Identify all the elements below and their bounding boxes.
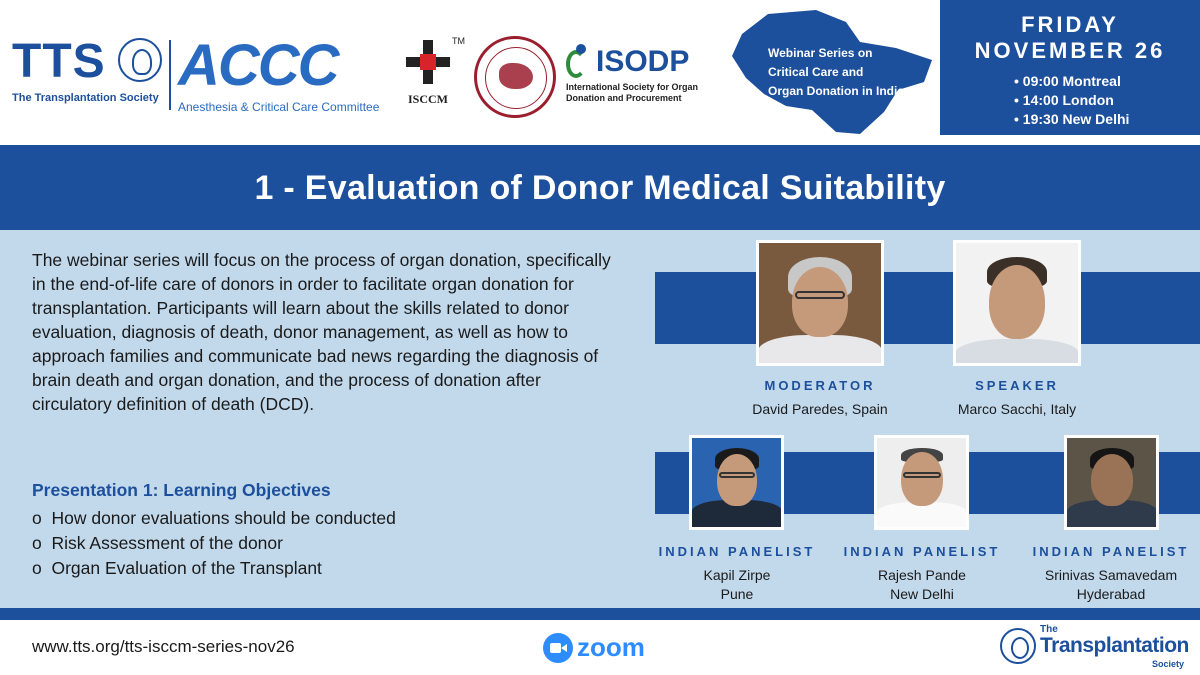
panelist-role: INDIAN PANELIST — [658, 544, 816, 559]
panelist-name: Srinivas Samavedam — [1044, 567, 1178, 583]
society-logo-the: The — [1040, 624, 1058, 635]
title-band — [0, 145, 1200, 230]
date-month-day: NOVEMBER 26 — [974, 38, 1166, 63]
panelist-role: INDIAN PANELIST — [843, 544, 1001, 559]
panelist-photo — [689, 435, 784, 530]
moderator-photo — [756, 240, 884, 366]
society-logo-sub: Society — [1152, 659, 1185, 669]
panelist-name: Kapil Zirpe — [703, 567, 771, 583]
series-url-link[interactable]: www.tts.org/tts-isccm-series-nov26 — [32, 637, 295, 656]
accc-logo-text: ACCC — [178, 33, 338, 98]
society-logo-main: Transplantation — [1040, 634, 1189, 657]
panelist-name: Rajesh Pande — [878, 567, 966, 583]
isodp-person-icon — [566, 44, 596, 80]
isodp-logo-text: ISODP — [596, 45, 690, 78]
isodp-logo — [566, 44, 726, 104]
webinar-series-line: Organ Donation in India — [768, 84, 904, 98]
panelist-info — [646, 566, 828, 604]
panelist-role: INDIAN PANELIST — [1032, 544, 1190, 559]
header — [0, 0, 1200, 145]
isccm-logo-text: ISCCM — [407, 92, 448, 106]
webinar-description: The webinar series will focus on the process of organ donation, specifically in the end-of-life care of donors in order to facilitate organ donation for transplantation. Participants will learn about the skills related to donor evaluation, diagnosis of death, donor management, as well as how to approach families and communicate bad news regarding the diagnosis of brain death and organ donation, and the process of donation after circulatory definition of death (DCD). — [32, 250, 611, 414]
time-item: • 09:00 Montreal — [1014, 72, 1129, 91]
objective-item: o How donor evaluations should be conducted — [32, 506, 396, 531]
time-item: • 19:30 New Delhi — [1014, 110, 1129, 129]
objectives-list — [32, 506, 396, 581]
logo-divider — [169, 40, 171, 110]
webinar-series-label — [768, 44, 938, 101]
isccm-cross-icon — [406, 40, 450, 84]
webinar-series-line: Critical Care and — [768, 65, 864, 79]
time-list — [1014, 72, 1129, 129]
zoom-logo-text: zoom — [577, 632, 645, 662]
isccm-logo — [398, 40, 458, 107]
decorative-stripe — [655, 272, 1200, 344]
main-panel — [0, 230, 1200, 608]
page-title: 1 - Evaluation of Donor Medical Suitability — [254, 169, 946, 207]
tts-logo-subtitle: The Transplantation Society — [12, 92, 159, 104]
tts-logo-text: TTS — [12, 35, 106, 88]
isot-seal-icon — [474, 36, 556, 118]
moderator-name: David Paredes, Spain — [752, 401, 888, 417]
objective-item: o Risk Assessment of the donor — [32, 531, 396, 556]
speaker-role: SPEAKER — [975, 378, 1059, 393]
date-day: FRIDAY — [1021, 12, 1119, 37]
isccm-trademark: TM — [452, 36, 465, 46]
accc-logo-subtitle: Anesthesia & Critical Care Committee — [178, 100, 380, 114]
zoom-camera-icon — [543, 633, 573, 663]
footer-divider — [0, 608, 1200, 620]
panelist-location: New Delhi — [890, 586, 954, 602]
panelist-info — [831, 566, 1013, 604]
panelist-photo — [1064, 435, 1159, 530]
tts-footer-seal-icon — [1000, 628, 1036, 664]
panelist-location: Hyderabad — [1076, 586, 1146, 602]
date-box — [940, 0, 1200, 135]
isodp-logo-subtitle: International Society for Organ Donation and Procurement — [566, 82, 699, 103]
webinar-series-line: Webinar Series on — [768, 46, 873, 60]
objectives-heading: Presentation 1: Learning Objectives — [32, 480, 331, 500]
tts-seal-icon — [118, 38, 162, 82]
speaker-name: Marco Sacchi, Italy — [957, 401, 1077, 417]
panelist-photo — [874, 435, 969, 530]
time-item: • 14:00 London — [1014, 91, 1129, 110]
footer — [0, 620, 1200, 675]
speaker-photo — [953, 240, 1081, 366]
zoom-logo — [543, 632, 645, 663]
panelist-location: Pune — [720, 586, 754, 602]
moderator-role: MODERATOR — [764, 378, 876, 393]
accc-logo — [178, 33, 388, 114]
panelist-info — [1021, 566, 1200, 604]
objective-item: o Organ Evaluation of the Transplant — [32, 556, 396, 581]
